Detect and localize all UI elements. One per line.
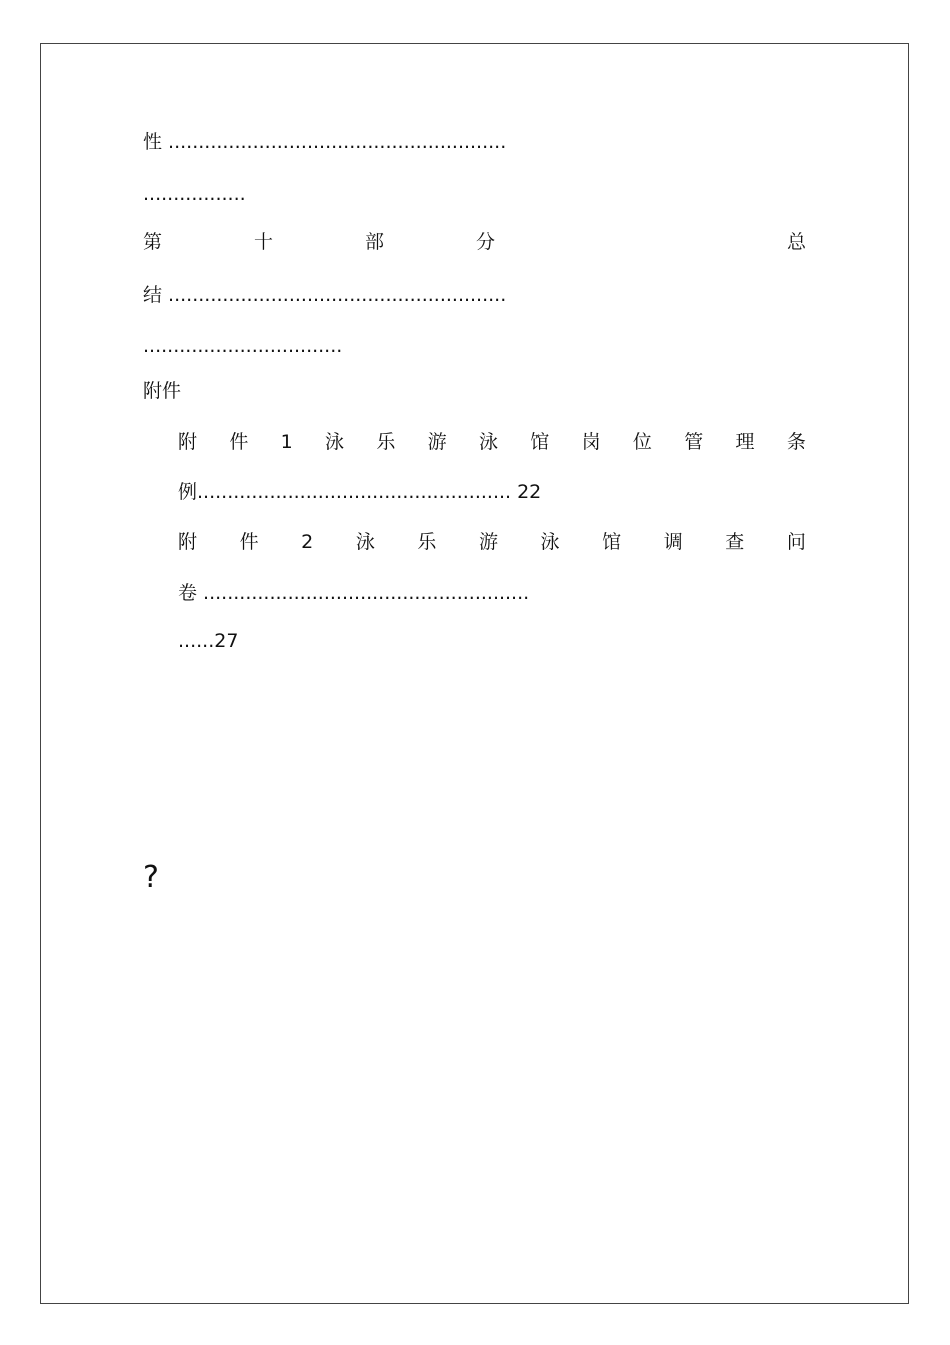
toc-char: 附 (178, 531, 198, 553)
toc-char: 管 (684, 431, 704, 453)
toc-line-appendix-2 (178, 530, 806, 554)
toc-heading-appendix: 附件 (143, 380, 182, 402)
toc-char: 件 (239, 531, 259, 553)
toc-char: 泳 (540, 531, 560, 553)
toc-line-dots-2: ................................. (143, 335, 343, 357)
toc-char: 调 (663, 531, 683, 553)
toc-char: 馆 (530, 431, 550, 453)
toc-char: 2 (301, 531, 314, 553)
toc-char: 馆 (602, 531, 622, 553)
toc-char: 件 (229, 431, 249, 453)
toc-char: 问 (786, 531, 806, 553)
toc-line-jie: 结 ........................................................ (143, 284, 507, 306)
toc-line-appendix-1 (178, 430, 806, 454)
toc-char: 条 (786, 431, 806, 453)
toc-line-xing: 性 ........................................................ (143, 131, 507, 153)
toc-char: 1 (280, 431, 293, 453)
toc-line-juan: 卷 ...................................................... (178, 582, 530, 604)
toc-char: 乐 (417, 531, 437, 553)
toc-line-part-ten (143, 230, 806, 254)
toc-char: 查 (725, 531, 745, 553)
question-mark-glyph: ? (143, 860, 159, 895)
toc-char: 乐 (376, 431, 396, 453)
toc-char: 游 (427, 431, 447, 453)
toc-char: 部 (364, 231, 384, 253)
toc-line-dots-1: ................. (143, 183, 246, 205)
toc-char: 泳 (478, 431, 498, 453)
toc-char: 分 (475, 231, 495, 253)
toc-char: 位 (632, 431, 652, 453)
toc-char: 泳 (355, 531, 375, 553)
toc-char: 岗 (581, 431, 601, 453)
toc-char: 游 (478, 531, 498, 553)
toc-char: 理 (735, 431, 755, 453)
toc-line-appendix-2-page: ......27 (178, 630, 239, 652)
toc-char: 附 (178, 431, 198, 453)
toc-char: 第 (143, 231, 163, 253)
toc-char: 十 (253, 231, 273, 253)
toc-line-appendix-1-page: 例.................................................... 22 (178, 481, 542, 503)
toc-char: 总 (786, 231, 806, 253)
toc-char: 泳 (325, 431, 345, 453)
